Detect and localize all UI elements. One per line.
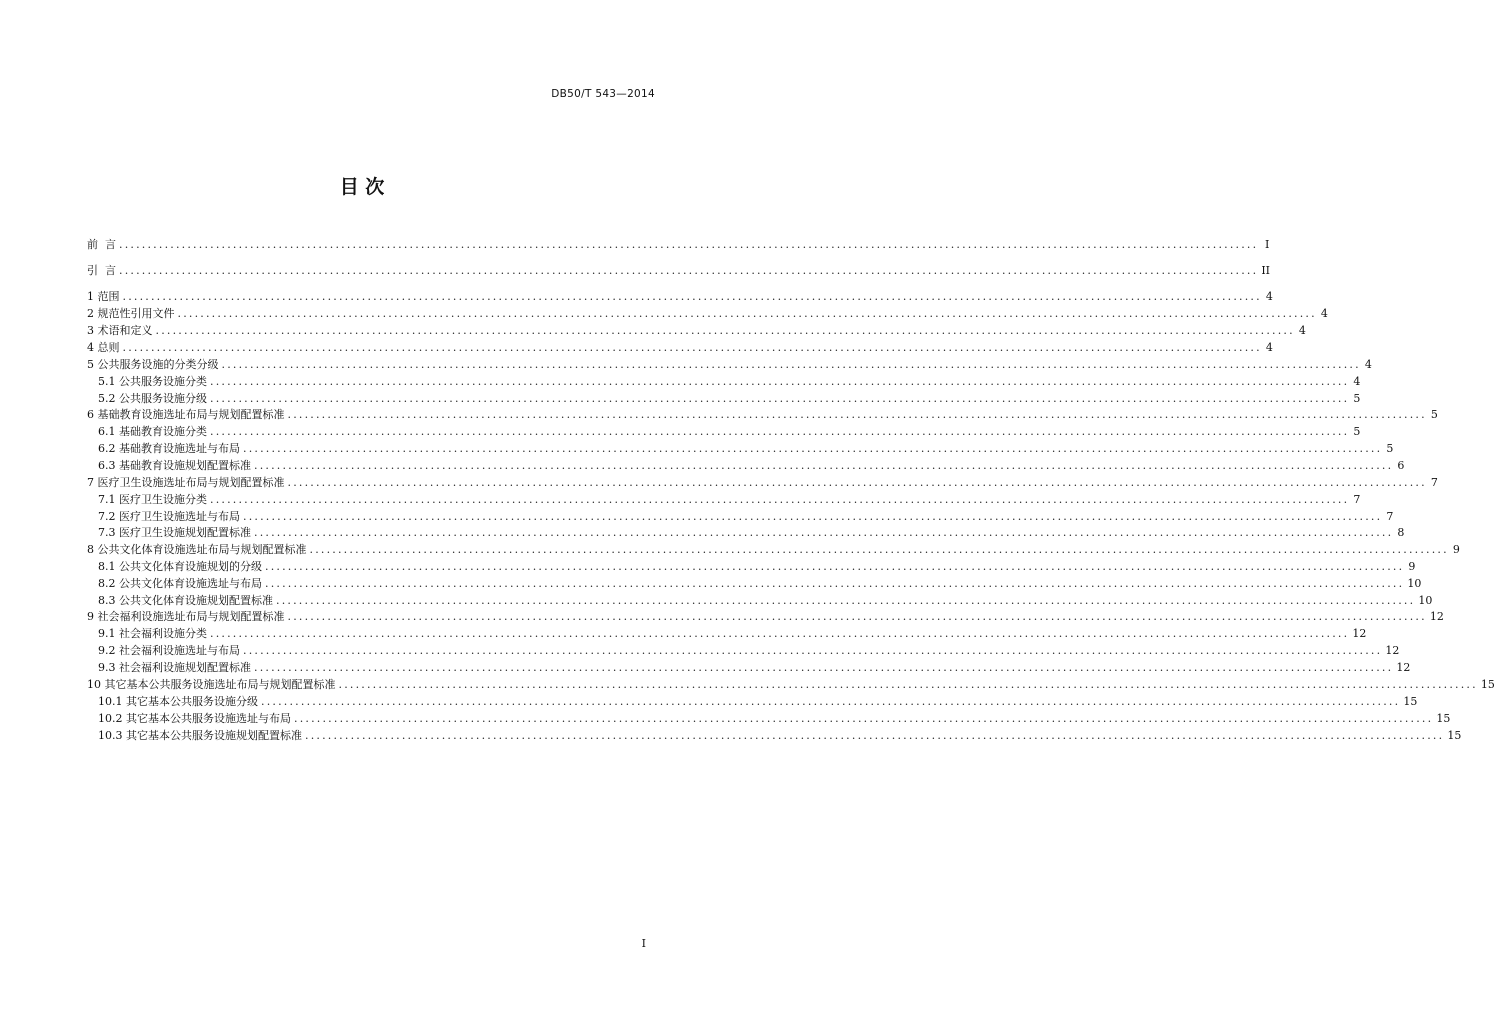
toc-dot-leader: ........................................................................................................................................................................................................ [287,476,1427,489]
toc-dot-leader: ........................................................................................................................................................................................................ [254,459,1394,472]
toc-entry[interactable] [87,474,1438,491]
toc-dot-leader: ........................................................................................................................................................................................................ [155,324,1295,337]
toc-entry-page: 12 [1396,661,1411,674]
toc-entry-page: 4 [1320,307,1328,320]
toc-entry-label: 9.3 社会福利设施规划配置标准 [98,661,251,674]
toc-dot-leader: ........................................................................................................................................................................................................ [305,729,1445,742]
toc-entry[interactable] [87,727,1462,744]
toc-entry[interactable] [87,440,1394,457]
toc-entry[interactable] [87,356,1372,373]
toc-entry-page: 10 [1418,594,1433,607]
toc-entry[interactable] [87,541,1460,558]
toc-entry-label: 9 社会福利设施选址布局与规划配置标准 [87,610,285,623]
toc-entry-label: 7.1 医疗卫生设施分类 [98,493,207,506]
toc-entry-label: 8.3 公共文化体育设施规划配置标准 [98,594,273,607]
toc-entry-page: 9 [1452,543,1460,556]
toc-entry-label: 10 其它基本公共服务设施选址布局与规划配置标准 [87,678,336,691]
toc-entry-label: 8.2 公共文化体育设施选址与布局 [98,577,262,590]
toc-dot-leader: ........................................................................................................................................................................................................ [254,661,1394,674]
toc-entry-label: 9.2 社会福利设施选址与布局 [98,644,240,657]
toc-entry-label: 9.1 社会福利设施分类 [98,627,207,640]
toc-entry[interactable] [87,659,1411,676]
toc-dot-leader: ........................................................................................................................................................................................................ [119,238,1259,251]
toc-entry-page: 5 [1353,425,1361,438]
toc-dot-leader: ........................................................................................................................................................................................................ [265,560,1405,573]
toc-entry-page: 4 [1265,290,1273,303]
toc-entry[interactable] [87,236,1270,253]
toc-entry[interactable] [87,625,1367,642]
toc-entry-label: 10.3 其它基本公共服务设施规划配置标准 [98,729,302,742]
toc-entry-page: 5 [1430,408,1438,421]
toc-entry[interactable] [87,373,1361,390]
toc-entry-label: 3 术语和定义 [87,324,153,337]
toc-entry[interactable] [87,524,1405,541]
toc-entry[interactable] [87,508,1394,525]
toc-dot-leader: ........................................................................................................................................................................................................ [210,627,1350,640]
toc-dot-leader: ........................................................................................................................................................................................................ [265,577,1405,590]
toc-entry-page: 4 [1298,324,1306,337]
toc-entry-label: 7.3 医疗卫生设施规划配置标准 [98,526,251,539]
toc-entry-label: 10.1 其它基本公共服务设施分级 [98,695,258,708]
toc-dot-leader: ........................................................................................................................................................................................................ [210,392,1350,405]
toc-entry[interactable] [87,406,1438,423]
toc-entry-label: 8 公共文化体育设施选址布局与规划配置标准 [87,543,307,556]
toc-dot-leader: ........................................................................................................................................................................................................ [243,644,1383,657]
standard-code: DB50/T 543—2014 [551,88,655,100]
toc-entry-page: 6 [1397,459,1405,472]
toc-entry-page: 12 [1385,644,1400,657]
toc-dot-leader: ........................................................................................................................................................................................................ [287,610,1427,623]
toc-entry-page: 5 [1353,392,1361,405]
toc-entry-page: 4 [1364,358,1372,371]
toc-entry[interactable] [87,608,1444,625]
toc-entry-label: 6.1 基础教育设施分类 [98,425,207,438]
toc-entry-label: 引 言 [87,264,116,277]
toc-dot-leader: ........................................................................................................................................................................................................ [338,678,1478,691]
toc-entry-label: 5 公共服务设施的分类分级 [87,358,219,371]
toc-entry-page: 12 [1352,627,1367,640]
toc-dot-leader: ........................................................................................................................................................................................................ [254,526,1394,539]
toc-entry-page: 15 [1436,712,1451,725]
page-number: I [641,937,646,950]
toc-entry-label: 6 基础教育设施选址布局与规划配置标准 [87,408,285,421]
toc-dot-leader: ........................................................................................................................................................................................................ [122,290,1262,303]
toc-entry-label: 前 言 [87,238,116,251]
toc-entry[interactable] [87,305,1328,322]
toc-entry-label: 7.2 医疗卫生设施选址与布局 [98,510,240,523]
toc-entry[interactable] [87,262,1271,279]
toc-entry-label: 2 规范性引用文件 [87,307,175,320]
toc-dot-leader: ........................................................................................................................................................................................................ [210,375,1350,388]
toc-dot-leader: ........................................................................................................................................................................................................ [276,594,1416,607]
toc-entry[interactable] [87,693,1418,710]
toc-entry-page: 15 [1480,678,1495,691]
toc-entry-label: 4 总则 [87,341,120,354]
toc-entry-label: 6.3 基础教育设施规划配置标准 [98,459,251,472]
toc-dot-leader: ........................................................................................................................................................................................................ [210,493,1350,506]
toc-entry-page: 5 [1386,442,1394,455]
toc-entry[interactable] [87,423,1361,440]
toc-entry[interactable] [87,558,1416,575]
toc-entry-page: 8 [1397,526,1405,539]
toc-entry-page: 12 [1429,610,1444,623]
toc-entry-page: 7 [1430,476,1438,489]
toc-dot-leader: ........................................................................................................................................................................................................ [243,510,1383,523]
toc-entry[interactable] [87,676,1495,693]
toc-entry-page: 7 [1353,493,1361,506]
toc-entry[interactable] [87,592,1433,609]
toc-entry-label: 10.2 其它基本公共服务设施选址与布局 [98,712,291,725]
toc-entry-page: 9 [1408,560,1416,573]
toc-entry[interactable] [87,322,1306,339]
toc-dot-leader: ........................................................................................................................................................................................................ [287,408,1427,421]
toc-entry-page: 4 [1265,341,1273,354]
toc-entry-label: 8.1 公共文化体育设施规划的分级 [98,560,262,573]
toc-entry-label: 5.1 公共服务设施分类 [98,375,207,388]
toc-entry-page: II [1261,264,1271,277]
toc-dot-leader: ........................................................................................................................................................................................................ [119,264,1259,277]
toc-dot-leader: ........................................................................................................................................................................................................ [261,695,1401,708]
toc-entry[interactable] [87,288,1273,305]
toc-entry[interactable] [87,390,1361,407]
toc-dot-leader: ........................................................................................................................................................................................................ [122,341,1262,354]
toc-entry[interactable] [87,457,1405,474]
toc-dot-leader: ........................................................................................................................................................................................................ [309,543,1449,556]
page-title: 目 次 [339,176,385,198]
toc-entry[interactable] [87,339,1273,356]
toc-dot-leader: ........................................................................................................................................................................................................ [294,712,1434,725]
toc-entry-page: I [1264,238,1270,251]
toc-dot-leader: ........................................................................................................................................................................................................ [243,442,1383,455]
toc-dot-leader: ........................................................................................................................................................................................................ [210,425,1350,438]
toc-entry-page: 7 [1386,510,1394,523]
toc-entry-label: 7 医疗卫生设施选址布局与规划配置标准 [87,476,285,489]
toc-entry-label: 5.2 公共服务设施分级 [98,392,207,405]
toc-dot-leader: ........................................................................................................................................................................................................ [221,358,1361,371]
toc-entry[interactable] [87,710,1451,727]
toc-entry-label: 6.2 基础教育设施选址与布局 [98,442,240,455]
toc-entry-page: 15 [1403,695,1418,708]
toc-entry-page: 10 [1407,577,1422,590]
toc-entry-page: 15 [1447,729,1462,742]
toc-entry[interactable] [87,575,1422,592]
toc-dot-leader: ........................................................................................................................................................................................................ [177,307,1317,320]
toc-entry[interactable] [87,642,1400,659]
toc-entry[interactable] [87,491,1361,508]
toc-entry-label: 1 范围 [87,290,120,303]
toc-entry-page: 4 [1353,375,1361,388]
